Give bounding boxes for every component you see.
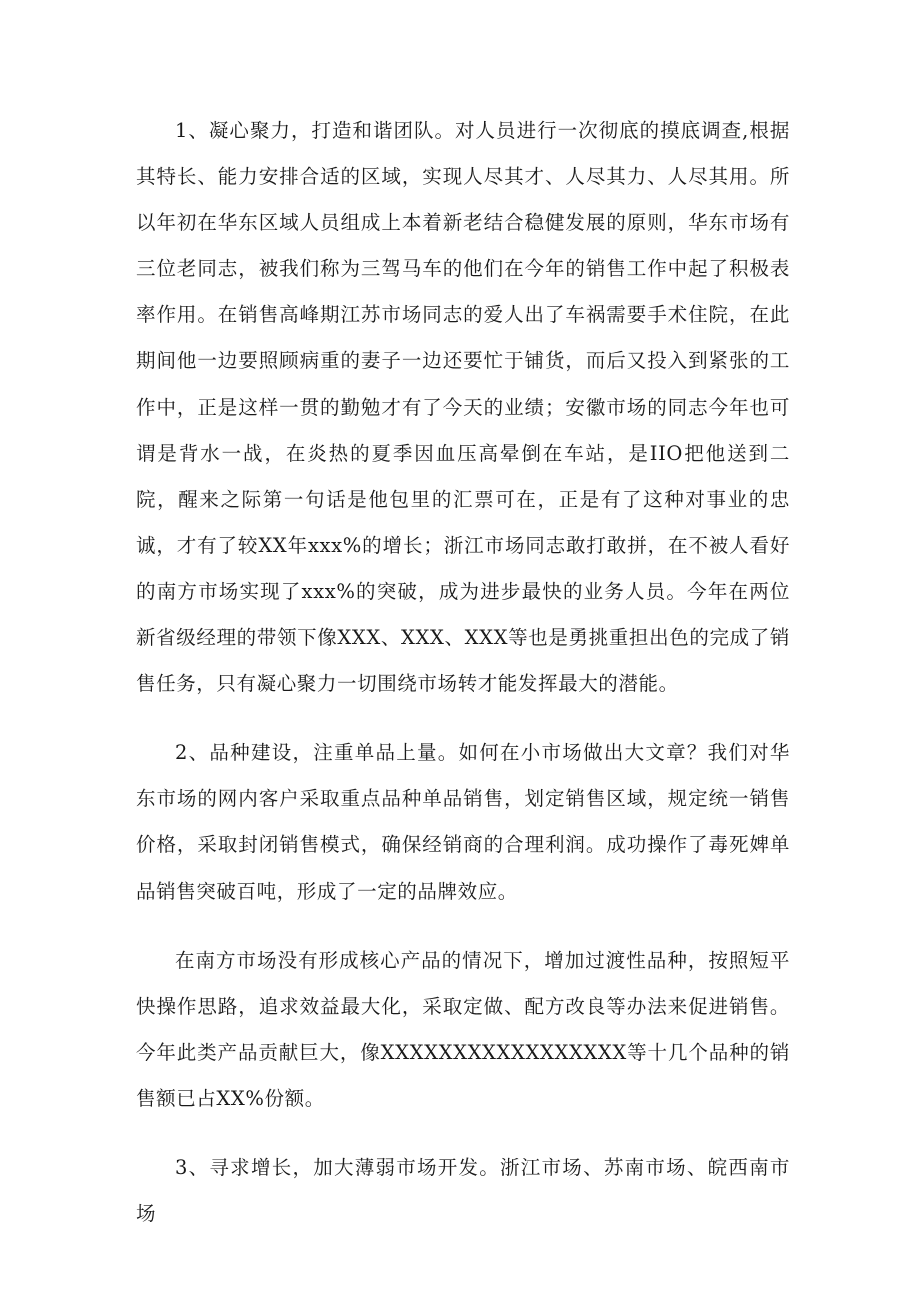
paragraph-team-cohesion: 1、凝心聚力，打造和谐团队。对人员进行一次彻底的摸底调查,根据其特长、能力安排合适的区域，实现人尽其才、人尽其力、人尽其用。所以年初在华东区域人员组成上本着新老结合稳健发展的原则，华东市场有三位老同志，被我们称为三驾马车的他们在今年的销售工作中起了积极表率作用。在销售高峰期江苏市场同志的爱人出了车祸需要手术住院，在此期间他一边要照顾病重的妻子一边还要忙于铺货，而后又投入到紧张的工作中，正是这样一贯的勤勉才有了今天的业绩；安徽市场的同志今年也可谓是背水一战，在炎热的夏季因血压高晕倒在车站，是IIO把他送到二院，醒来之际第一句话是他包里的汇票可在，正是有了这种对事业的忠诚，才有了较XX年xxx%的增长；浙江市场同志敢打敢拼，在不被人看好的南方市场实现了xxx%的突破，成为进步最快的业务人员。今年在两位新省级经理的带领下像XXX、XXX、XXX等也是勇挑重担出色的完成了销售任务，只有凝心聚力一切围绕市场转才能发挥最大的潜能。 — [136, 119, 790, 696]
paragraph-growth-weak-markets: 3、寻求增长，加大薄弱市场开发。浙江市场、苏南市场、皖西南市场 — [136, 1155, 790, 1226]
document-body — [136, 108, 790, 1237]
paragraph-product-building: 2、品种建设，注重单品上量。如何在小市场做出大文章？我们对华东市场的网内客户采取重点品种单品销售，划定销售区域，规定统一销售价格，采取封闭销售模式，确保经销商的合理利润。成功操作了毒死婢单品销售突破百吨，形成了一定的品牌效应。 — [136, 741, 790, 903]
paragraph-southern-market: 在南方市场没有形成核心产品的情况下，增加过渡性品种，按照短平快操作思路，追求效益最大化，采取定做、配方改良等办法来促进销售。今年此类产品贡献巨大，像XXXXXXXXXXXXXXXXX等十几个品种的销售额已占XX%份额。 — [136, 948, 790, 1110]
